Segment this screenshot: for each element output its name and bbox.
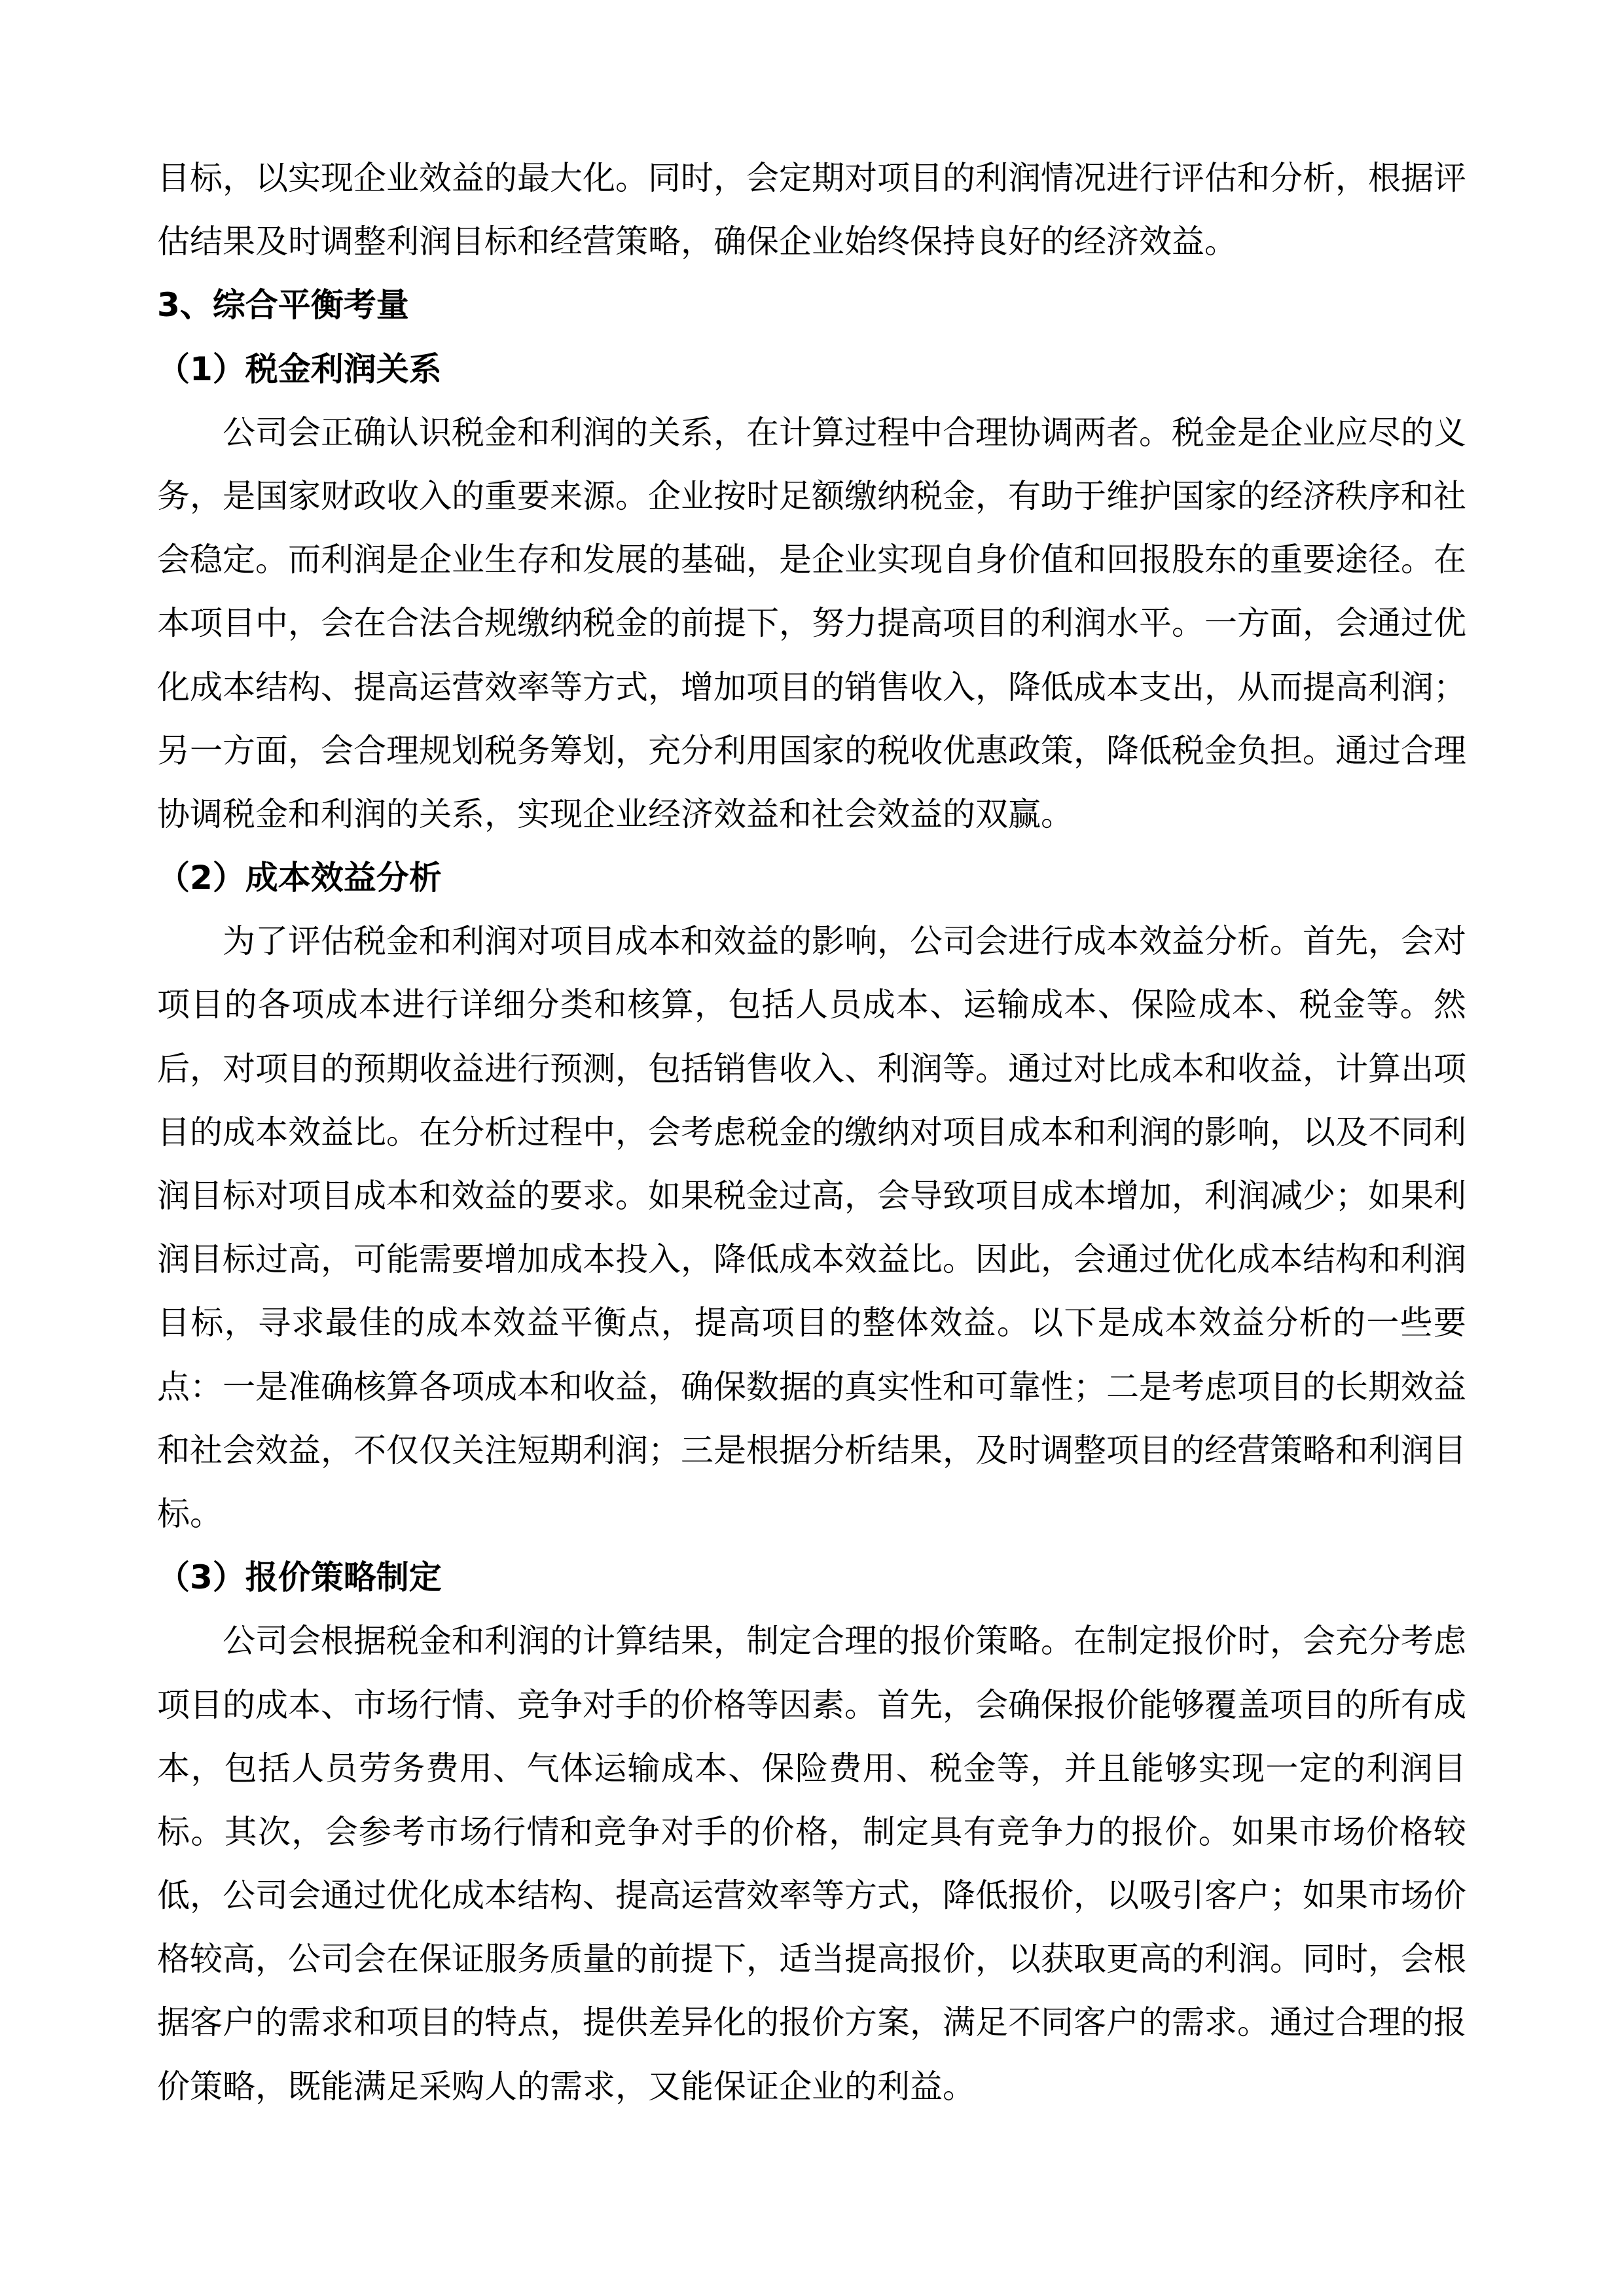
paragraph-line: 协调税金和利润的关系，实现企业经济效益和社会效益的双赢。 (157, 795, 1074, 833)
paragraph-line: 为 了 评 估 税 金 和 利 润 对 项 目 成 本 和 效 益 的 影 响 ， 公 司 会 进 行 成 本 效 益 分 析 。 首 先 ， 会 对 (223, 922, 1466, 961)
paragraph-line: 低 ， 公 司 会 通 过 优 化 成 本 结 构 、 提 高 运 营 效 率 等 方 式 ， 降 低 报 价 ， 以 吸 引 客 户 ； 如 果 市 场 价 (157, 1876, 1466, 1915)
paragraph-line: 点 ： 一 是 准 确 核 算 各 项 成 本 和 收 益 ， 确 保 数 据 的 真 实 性 和 可 靠 性 ； 二 是 考 虑 项 目 的 长 期 效 益 (157, 1367, 1466, 1406)
paragraph-line: 标 。 其 次 ， 会 参 考 市 场 行 情 和 竞 争 对 手 的 价 格 ， 制 定 具 有 竞 争 力 的 报 价 。 如 果 市 场 价 格 较 (157, 1812, 1466, 1851)
paragraph-line: 化 成 本 结 构 、 提 高 运 营 效 率 等 方 式 ， 增 加 项 目 的 销 售 收 入 ， 降 低 成 本 支 出 ， 从 而 提 高 利 润 ； (157, 668, 1466, 706)
paragraph-line: 本 项 目 中 ， 会 在 合 法 合 规 缴 纳 税 金 的 前 提 下 ， 努 力 提 高 项 目 的 利 润 水 平 。 一 方 面 ， 会 通 过 优 (157, 604, 1466, 643)
paragraph-line: 务 ， 是 国 家 财 政 收 入 的 重 要 来 源 。 企 业 按 时 足 额 缴 纳 税 金 ， 有 助 于 维 护 国 家 的 经 济 秩 序 和 社 (157, 476, 1466, 515)
document-body (157, 154, 1466, 2126)
paragraph-line: 和 社 会 效 益 ， 不 仅 仅 关 注 短 期 利 润 ； 三 是 根 据 分 析 结 果 ， 及 时 调 整 项 目 的 经 营 策 略 和 利 润 目 (157, 1431, 1466, 1469)
paragraph-line: 公 司 会 正 确 认 识 税 金 和 利 润 的 关 系 ， 在 计 算 过 程 中 合 理 协 调 两 者 。 税 金 是 企 业 应 尽 的 义 (223, 413, 1466, 452)
paragraph-line: 会 稳 定 。 而 利 润 是 企 业 生 存 和 发 展 的 基 础 ， 是 企 业 实 现 自 身 价 值 和 回 报 股 东 的 重 要 途 径 。 在 (157, 541, 1466, 579)
paragraph-line: 目 标 ， 以 实 现 企 业 效 益 的 最 大 化 。 同 时 ， 会 定 期 对 项 目 的 利 润 情 况 进 行 评 估 和 分 析 ， 根 据 评 (157, 159, 1466, 197)
paragraph-line: 项 目 的 成 本 、 市 场 行 情 、 竞 争 对 手 的 价 格 等 因 素 。 首 先 ， 会 确 保 报 价 能 够 覆 盖 项 目 的 所 有 成 (157, 1685, 1466, 1724)
paragraph-line: 目 的 成 本 效 益 比 。 在 分 析 过 程 中 ， 会 考 虑 税 金 的 缴 纳 对 项 目 成 本 和 利 润 的 影 响 ， 以 及 不 同 利 (157, 1113, 1466, 1151)
paragraph-line: 公 司 会 根 据 税 金 和 利 润 的 计 算 结 果 ， 制 定 合 理 的 报 价 策 略 。 在 制 定 报 价 时 ， 会 充 分 考 虑 (223, 1622, 1466, 1660)
subsection-heading: （1）税金利润关系 (157, 350, 442, 388)
paragraph-line: 润 目 标 过 高 ， 可 能 需 要 增 加 成 本 投 入 ， 降 低 成 本 效 益 比 。 因 此 ， 会 通 过 优 化 成 本 结 构 和 利 润 (157, 1240, 1466, 1279)
paragraph-line: 项 目 的 各 项 成 本 进 行 详 细 分 类 和 核 算 ， 包 括 人 员 成 本 、 运 输 成 本 、 保 险 成 本 、 税 金 等 。 然 (157, 986, 1466, 1024)
paragraph-line: 目 标 ， 寻 求 最 佳 的 成 本 效 益 平 衡 点 ， 提 高 项 目 的 整 体 效 益 。 以 下 是 成 本 效 益 分 析 的 一 些 要 (157, 1304, 1466, 1342)
subsection-heading: （2）成本效益分析 (157, 859, 442, 897)
paragraph-line: 标。 (157, 1494, 223, 1533)
paragraph-line: 本 ， 包 括 人 员 劳 务 费 用 、 气 体 运 输 成 本 、 保 险 费 用 、 税 金 等 ， 并 且 能 够 实 现 一 定 的 利 润 目 (157, 1749, 1466, 1787)
paragraph-line: 估结果及时调整利润目标和经营策略，确保企业始终保持良好的经济效益。 (157, 223, 1237, 261)
section-heading: 3、综合平衡考量 (157, 286, 409, 325)
paragraph-line: 价策略，既能满足采购人的需求，又能保证企业的利益。 (157, 2067, 975, 2106)
paragraph-line: 后 ， 对 项 目 的 预 期 收 益 进 行 预 测 ， 包 括 销 售 收 入 、 利 润 等 。 通 过 对 比 成 本 和 收 益 ， 计 算 出 项 (157, 1049, 1466, 1088)
paragraph-line: 据 客 户 的 需 求 和 项 目 的 特 点 ， 提 供 差 异 化 的 报 价 方 案 ， 满 足 不 同 客 户 的 需 求 。 通 过 合 理 的 报 (157, 2003, 1466, 2042)
subsection-heading: （3）报价策略制定 (157, 1558, 442, 1597)
paragraph-line: 另 一 方 面 ， 会 合 理 规 划 税 务 筹 划 ， 充 分 利 用 国 家 的 税 收 优 惠 政 策 ， 降 低 税 金 负 担 。 通 过 合 理 (157, 731, 1466, 770)
paragraph-line: 润 目 标 对 项 目 成 本 和 效 益 的 要 求 。 如 果 税 金 过 高 ， 会 导 致 项 目 成 本 增 加 ， 利 润 减 少 ； 如 果 利 (157, 1177, 1466, 1215)
paragraph-line: 格 较 高 ， 公 司 会 在 保 证 服 务 质 量 的 前 提 下 ， 适 当 提 高 报 价 ， 以 获 取 更 高 的 利 润 。 同 时 ， 会 根 (157, 1940, 1466, 1979)
